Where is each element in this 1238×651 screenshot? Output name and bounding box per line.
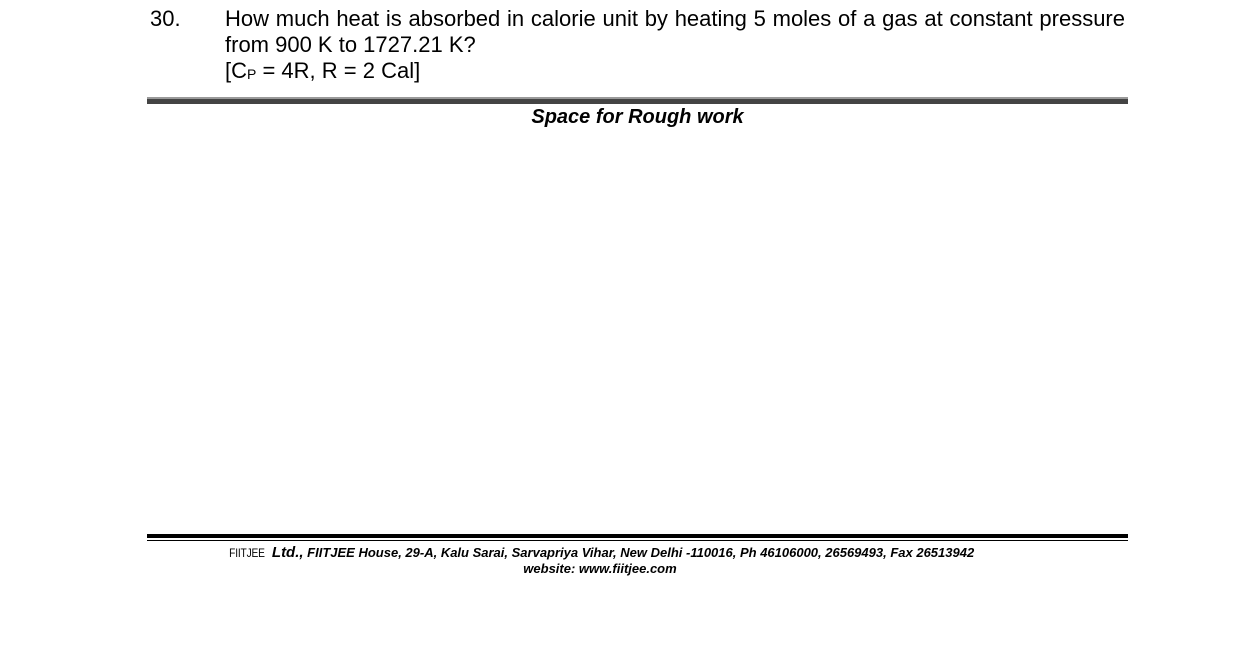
given-data-prefix: [C [225, 58, 247, 83]
question-given-data [225, 58, 1125, 87]
footer-website: website: www.fiitjee.com [523, 561, 677, 576]
footer-brand: FIITJEE [228, 546, 265, 560]
question-number: 30. [150, 6, 181, 31]
footer-divider-thick [147, 534, 1128, 538]
page-footer [147, 545, 1053, 576]
rough-work-title: Space for Rough work [531, 106, 744, 128]
given-data-values: = 4R, R = 2 Cal] [256, 58, 421, 83]
question-body [225, 6, 1125, 87]
footer-address-line [147, 545, 1053, 561]
footer-ltd: Ltd., [267, 544, 304, 561]
top-divider [147, 97, 1128, 104]
footer-divider-thin [147, 540, 1128, 541]
question-text: How much heat is absorbed in calorie unit by heating 5 moles of a gas at constant pressure from 900 K to 1727.21 K? [225, 6, 1125, 57]
footer-address: FIITJEE House, 29-A, Kalu Sarai, Sarvapriya Vihar, New Delhi -110016, Ph 46106000, 26569493, Fax 26513942 [303, 545, 975, 560]
given-data-subscript: P [247, 66, 257, 82]
